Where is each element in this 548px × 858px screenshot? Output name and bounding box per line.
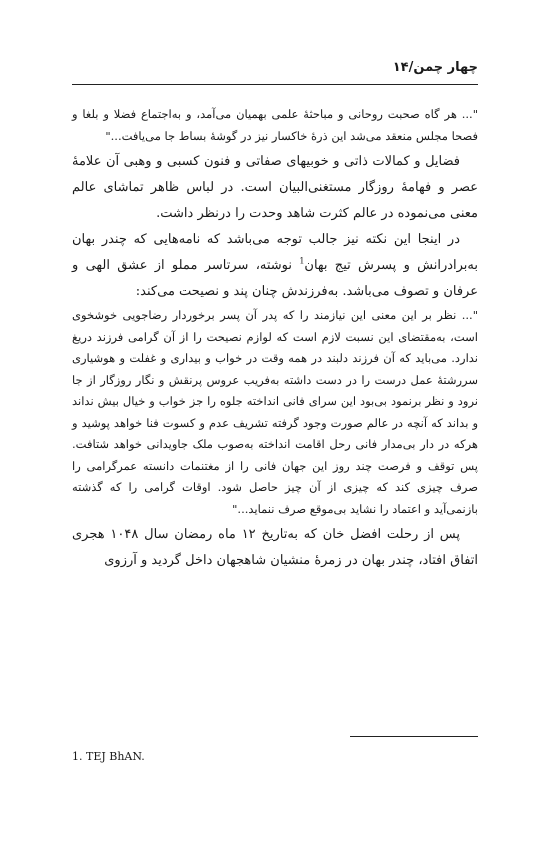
quote-1-text: "... هر گاه صحبت روحانی و مباحثهٔ علمی بهمیان می‌آمد، و به‌اجتماع فضلا و بلغا و فصحا مجلس منعقد می‌شد این ذرهٔ خاکسار نیز در گوشهٔ بساط جا می‌یافت..." xyxy=(72,107,478,143)
quote-block-1 xyxy=(72,104,478,147)
paragraph-1: فضایل و کمالات ذاتی و خوبیهای صفاتی و فنون کسبی و وهبی آن علامهٔ عصر و فهامهٔ روزگار مستغنی‌البیان است. در لباس ظاهر تماشای عالم معنی می‌نموده در عالم کثرت شاهد وحدت را درنظر داشت. xyxy=(72,154,478,221)
footnote-reference-mark: 1 xyxy=(299,256,305,266)
quote-2-text: "... نظر بر این معنی این نیازمند را که پدر آن پسر برخوردار رضاجویی خوشخوی است، به‌مقتضای این نسبت لازم است که لوازم نصیحت را از آن گرامی فرزند دریغ ندارد. می‌باید که آن فرزند دلبند در همه وقت در خواب و بیداری و غفلت و هوشیاری سررشتهٔ عمل درست را در دست داشته به‌فریب عروس پرنقش و نگار روزگار از جا نرود و نظر برنمود بی‌بود این سرای فانی انداخته جلوه را جز خواب و خیال بیش نداند و بداند که آنچه در عالم صورت وجود گرفته تشریف عدم و کسوت فنا خواهد پوشید و هرکه در دار بی‌مدار فانی رحل اقامت انداخته به‌صوب ملک جاویدانی خواهد شتافت. پس توقف و فرصت چند روز این جهان فانی را از مغتنمات دانسته عمرگرامی را صرف چیزی کند که چیزی از آن چیز حاصل شود. اوقات گرامی را که گذشته بازنمی‌آید و اعتماد را نشاید بی‌موقع صرف ننماید..." xyxy=(72,308,478,516)
header-rule xyxy=(72,84,478,85)
footnote: 1. TEJ BhAN. xyxy=(72,750,145,763)
paragraph-2 xyxy=(72,227,478,305)
running-head: چهار چمن/۱۴ xyxy=(392,60,478,75)
paragraph-3: پس از رحلت افضل خان که به‌تاریخ ۱۲ ماه رمضان سال ۱۰۴۸ هجری اتفاق افتاد، چندر بهان در زمرهٔ منشیان شاهجهان داخل گردید و آرزوی xyxy=(72,527,478,568)
footnote-rule xyxy=(350,736,478,737)
body-text xyxy=(72,104,478,574)
quote-block-2 xyxy=(72,305,478,520)
paragraph-2-text-before: در اینجا این نکته نیز جالب توجه می‌باشد که نامه‌هایی که چندر بهان به‌برادرانش و پسرش تیج بهان xyxy=(72,232,479,273)
paragraph-2-text-after: نوشته، سرتاسر مملو از عشق الهی و عرفان و تصوف می‌باشد. به‌فرزندش چنان پند و نصیحت می‌کند: xyxy=(72,258,478,299)
